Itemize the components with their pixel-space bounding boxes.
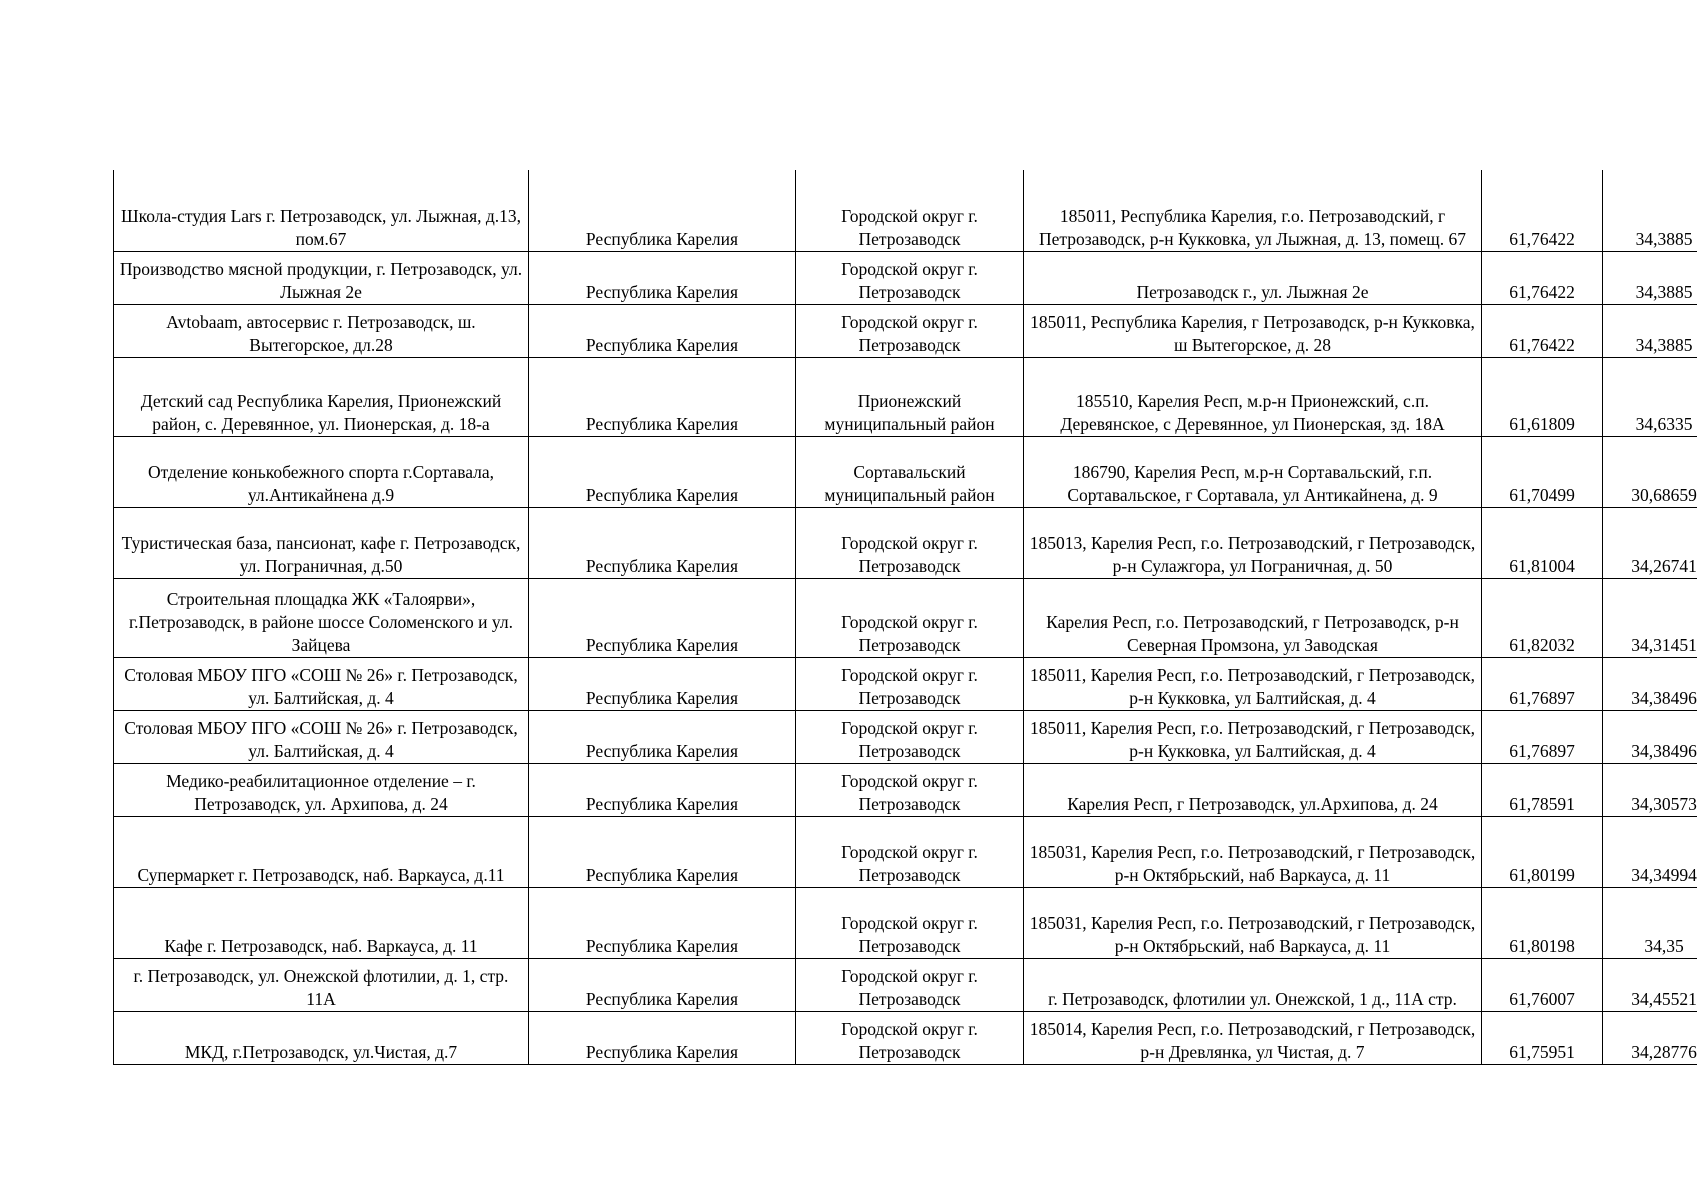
object-name-cell: Медико-реабилитационное отделение – г. Петрозаводск, ул. Архипова, д. 24 xyxy=(114,763,529,816)
registry-table xyxy=(113,170,1697,1065)
table-row xyxy=(114,958,1697,1011)
address-cell: Петрозаводск г., ул. Лыжная 2е xyxy=(1024,251,1482,304)
address-cell: 185011, Карелия Респ, г.о. Петрозаводский, г Петрозаводск, р-н Кукковка, ул Балтийская, д. 4 xyxy=(1024,657,1482,710)
object-name-cell: Строительная площадка ЖК «Талоярви», г.Петрозаводск, в районе шоссе Соломенского и ул. Зайцева xyxy=(114,578,529,657)
address-cell: 186790, Карелия Респ, м.р-н Сортавальский, г.п. Сортавальское, г Сортавала, ул Антикайнена, д. 9 xyxy=(1024,436,1482,507)
object-name-cell: Супермаркет г. Петрозаводск, наб. Варкауса, д.11 xyxy=(114,816,529,887)
municipality-cell: Городской округ г. Петрозаводск xyxy=(796,304,1024,357)
municipality-cell: Прионежский муниципальный район xyxy=(796,357,1024,436)
latitude-cell: 61,76897 xyxy=(1482,710,1603,763)
longitude-cell: 34,31451 xyxy=(1603,578,1697,657)
address-cell: г. Петрозаводск, флотилии ул. Онежской, 1 д., 11А стр. xyxy=(1024,958,1482,1011)
longitude-cell: 34,3885 xyxy=(1603,170,1697,251)
region-cell: Республика Карелия xyxy=(529,357,796,436)
region-cell: Республика Карелия xyxy=(529,304,796,357)
municipality-cell: Сортавальский муниципальный район xyxy=(796,436,1024,507)
municipality-cell: Городской округ г. Петрозаводск xyxy=(796,578,1024,657)
region-cell: Республика Карелия xyxy=(529,816,796,887)
address-cell: 185013, Карелия Респ, г.о. Петрозаводский, г Петрозаводск, р-н Сулажгора, ул Пограничная, д. 50 xyxy=(1024,507,1482,578)
municipality-cell: Городской округ г. Петрозаводск xyxy=(796,958,1024,1011)
longitude-cell: 34,38496 xyxy=(1603,657,1697,710)
object-name-cell: Отделение конькобежного спорта г.Сортавала, ул.Антикайнена д.9 xyxy=(114,436,529,507)
latitude-cell: 61,80199 xyxy=(1482,816,1603,887)
region-cell: Республика Карелия xyxy=(529,1011,796,1064)
address-cell: 185011, Республика Карелия, г.о. Петрозаводский, г Петрозаводск, р-н Кукковка, ул Лыжная, д. 13, помещ. 67 xyxy=(1024,170,1482,251)
region-cell: Республика Карелия xyxy=(529,887,796,958)
object-name-cell: Столовая МБОУ ПГО «СОШ № 26» г. Петрозаводск, ул. Балтийская, д. 4 xyxy=(114,710,529,763)
latitude-cell: 61,80198 xyxy=(1482,887,1603,958)
table-row xyxy=(114,816,1697,887)
address-cell: 185014, Карелия Респ, г.о. Петрозаводский, г Петрозаводск, р-н Древлянка, ул Чистая, д. 7 xyxy=(1024,1011,1482,1064)
longitude-cell: 34,6335 xyxy=(1603,357,1697,436)
object-name-cell: г. Петрозаводск, ул. Онежской флотилии, д. 1, стр. 11А xyxy=(114,958,529,1011)
longitude-cell: 34,26741 xyxy=(1603,507,1697,578)
latitude-cell: 61,61809 xyxy=(1482,357,1603,436)
municipality-cell: Городской округ г. Петрозаводск xyxy=(796,710,1024,763)
longitude-cell: 30,68659 xyxy=(1603,436,1697,507)
municipality-cell: Городской округ г. Петрозаводск xyxy=(796,763,1024,816)
municipality-cell: Городской округ г. Петрозаводск xyxy=(796,887,1024,958)
longitude-cell: 34,38496 xyxy=(1603,710,1697,763)
table-row xyxy=(114,578,1697,657)
latitude-cell: 61,76422 xyxy=(1482,304,1603,357)
latitude-cell: 61,76007 xyxy=(1482,958,1603,1011)
region-cell: Республика Карелия xyxy=(529,251,796,304)
table-row xyxy=(114,887,1697,958)
latitude-cell: 61,82032 xyxy=(1482,578,1603,657)
region-cell: Республика Карелия xyxy=(529,170,796,251)
municipality-cell: Городской округ г. Петрозаводск xyxy=(796,1011,1024,1064)
address-cell: Карелия Респ, г.о. Петрозаводский, г Петрозаводск, р-н Северная Промзона, ул Заводская xyxy=(1024,578,1482,657)
table-row xyxy=(114,304,1697,357)
longitude-cell: 34,3885 xyxy=(1603,251,1697,304)
region-cell: Республика Карелия xyxy=(529,436,796,507)
object-name-cell: Производство мясной продукции, г. Петрозаводск, ул. Лыжная 2е xyxy=(114,251,529,304)
table-row xyxy=(114,436,1697,507)
address-cell: 185031, Карелия Респ, г.о. Петрозаводский, г Петрозаводск, р-н Октябрьский, наб Варкауса, д. 11 xyxy=(1024,816,1482,887)
latitude-cell: 61,76422 xyxy=(1482,251,1603,304)
latitude-cell: 61,75951 xyxy=(1482,1011,1603,1064)
latitude-cell: 61,76897 xyxy=(1482,657,1603,710)
municipality-cell: Городской округ г. Петрозаводск xyxy=(796,507,1024,578)
table-row xyxy=(114,657,1697,710)
municipality-cell: Городской округ г. Петрозаводск xyxy=(796,170,1024,251)
address-cell: Карелия Респ, г Петрозаводск, ул.Архипова, д. 24 xyxy=(1024,763,1482,816)
table-row xyxy=(114,170,1697,251)
table-row xyxy=(114,763,1697,816)
table-row xyxy=(114,251,1697,304)
region-cell: Республика Карелия xyxy=(529,710,796,763)
object-name-cell: Детский сад Республика Карелия, Прионежский район, с. Деревянное, ул. Пионерская, д. 18-а xyxy=(114,357,529,436)
longitude-cell: 34,3885 xyxy=(1603,304,1697,357)
table-row xyxy=(114,1011,1697,1064)
longitude-cell: 34,35 xyxy=(1603,887,1697,958)
latitude-cell: 61,70499 xyxy=(1482,436,1603,507)
registry-table-body xyxy=(114,170,1697,1064)
region-cell: Республика Карелия xyxy=(529,578,796,657)
municipality-cell: Городской округ г. Петрозаводск xyxy=(796,816,1024,887)
latitude-cell: 61,76422 xyxy=(1482,170,1603,251)
longitude-cell: 34,28776 xyxy=(1603,1011,1697,1064)
region-cell: Республика Карелия xyxy=(529,507,796,578)
longitude-cell: 34,34994 xyxy=(1603,816,1697,887)
address-cell: 185011, Карелия Респ, г.о. Петрозаводский, г Петрозаводск, р-н Кукковка, ул Балтийская, д. 4 xyxy=(1024,710,1482,763)
longitude-cell: 34,30573 xyxy=(1603,763,1697,816)
region-cell: Республика Карелия xyxy=(529,958,796,1011)
latitude-cell: 61,78591 xyxy=(1482,763,1603,816)
table-row xyxy=(114,710,1697,763)
municipality-cell: Городской округ г. Петрозаводск xyxy=(796,251,1024,304)
object-name-cell: Школа-студия Lars г. Петрозаводск, ул. Лыжная, д.13, пом.67 xyxy=(114,170,529,251)
latitude-cell: 61,81004 xyxy=(1482,507,1603,578)
address-cell: 185031, Карелия Респ, г.о. Петрозаводский, г Петрозаводск, р-н Октябрьский, наб Варкауса, д. 11 xyxy=(1024,887,1482,958)
object-name-cell: Avtobaam, автосервис г. Петрозаводск, ш. Вытегорское, дл.28 xyxy=(114,304,529,357)
object-name-cell: МКД, г.Петрозаводск, ул.Чистая, д.7 xyxy=(114,1011,529,1064)
address-cell: 185011, Республика Карелия, г Петрозаводск, р-н Кукковка, ш Вытегорское, д. 28 xyxy=(1024,304,1482,357)
table-row xyxy=(114,357,1697,436)
table-row xyxy=(114,507,1697,578)
region-cell: Республика Карелия xyxy=(529,657,796,710)
longitude-cell: 34,45521 xyxy=(1603,958,1697,1011)
municipality-cell: Городской округ г. Петрозаводск xyxy=(796,657,1024,710)
region-cell: Республика Карелия xyxy=(529,763,796,816)
object-name-cell: Туристическая база, пансионат, кафе г. Петрозаводск, ул. Пограничная, д.50 xyxy=(114,507,529,578)
address-cell: 185510, Карелия Респ, м.р-н Прионежский, с.п. Деревянское, с Деревянное, ул Пионерская, зд. 18А xyxy=(1024,357,1482,436)
object-name-cell: Столовая МБОУ ПГО «СОШ № 26» г. Петрозаводск, ул. Балтийская, д. 4 xyxy=(114,657,529,710)
object-name-cell: Кафе г. Петрозаводск, наб. Варкауса, д. 11 xyxy=(114,887,529,958)
